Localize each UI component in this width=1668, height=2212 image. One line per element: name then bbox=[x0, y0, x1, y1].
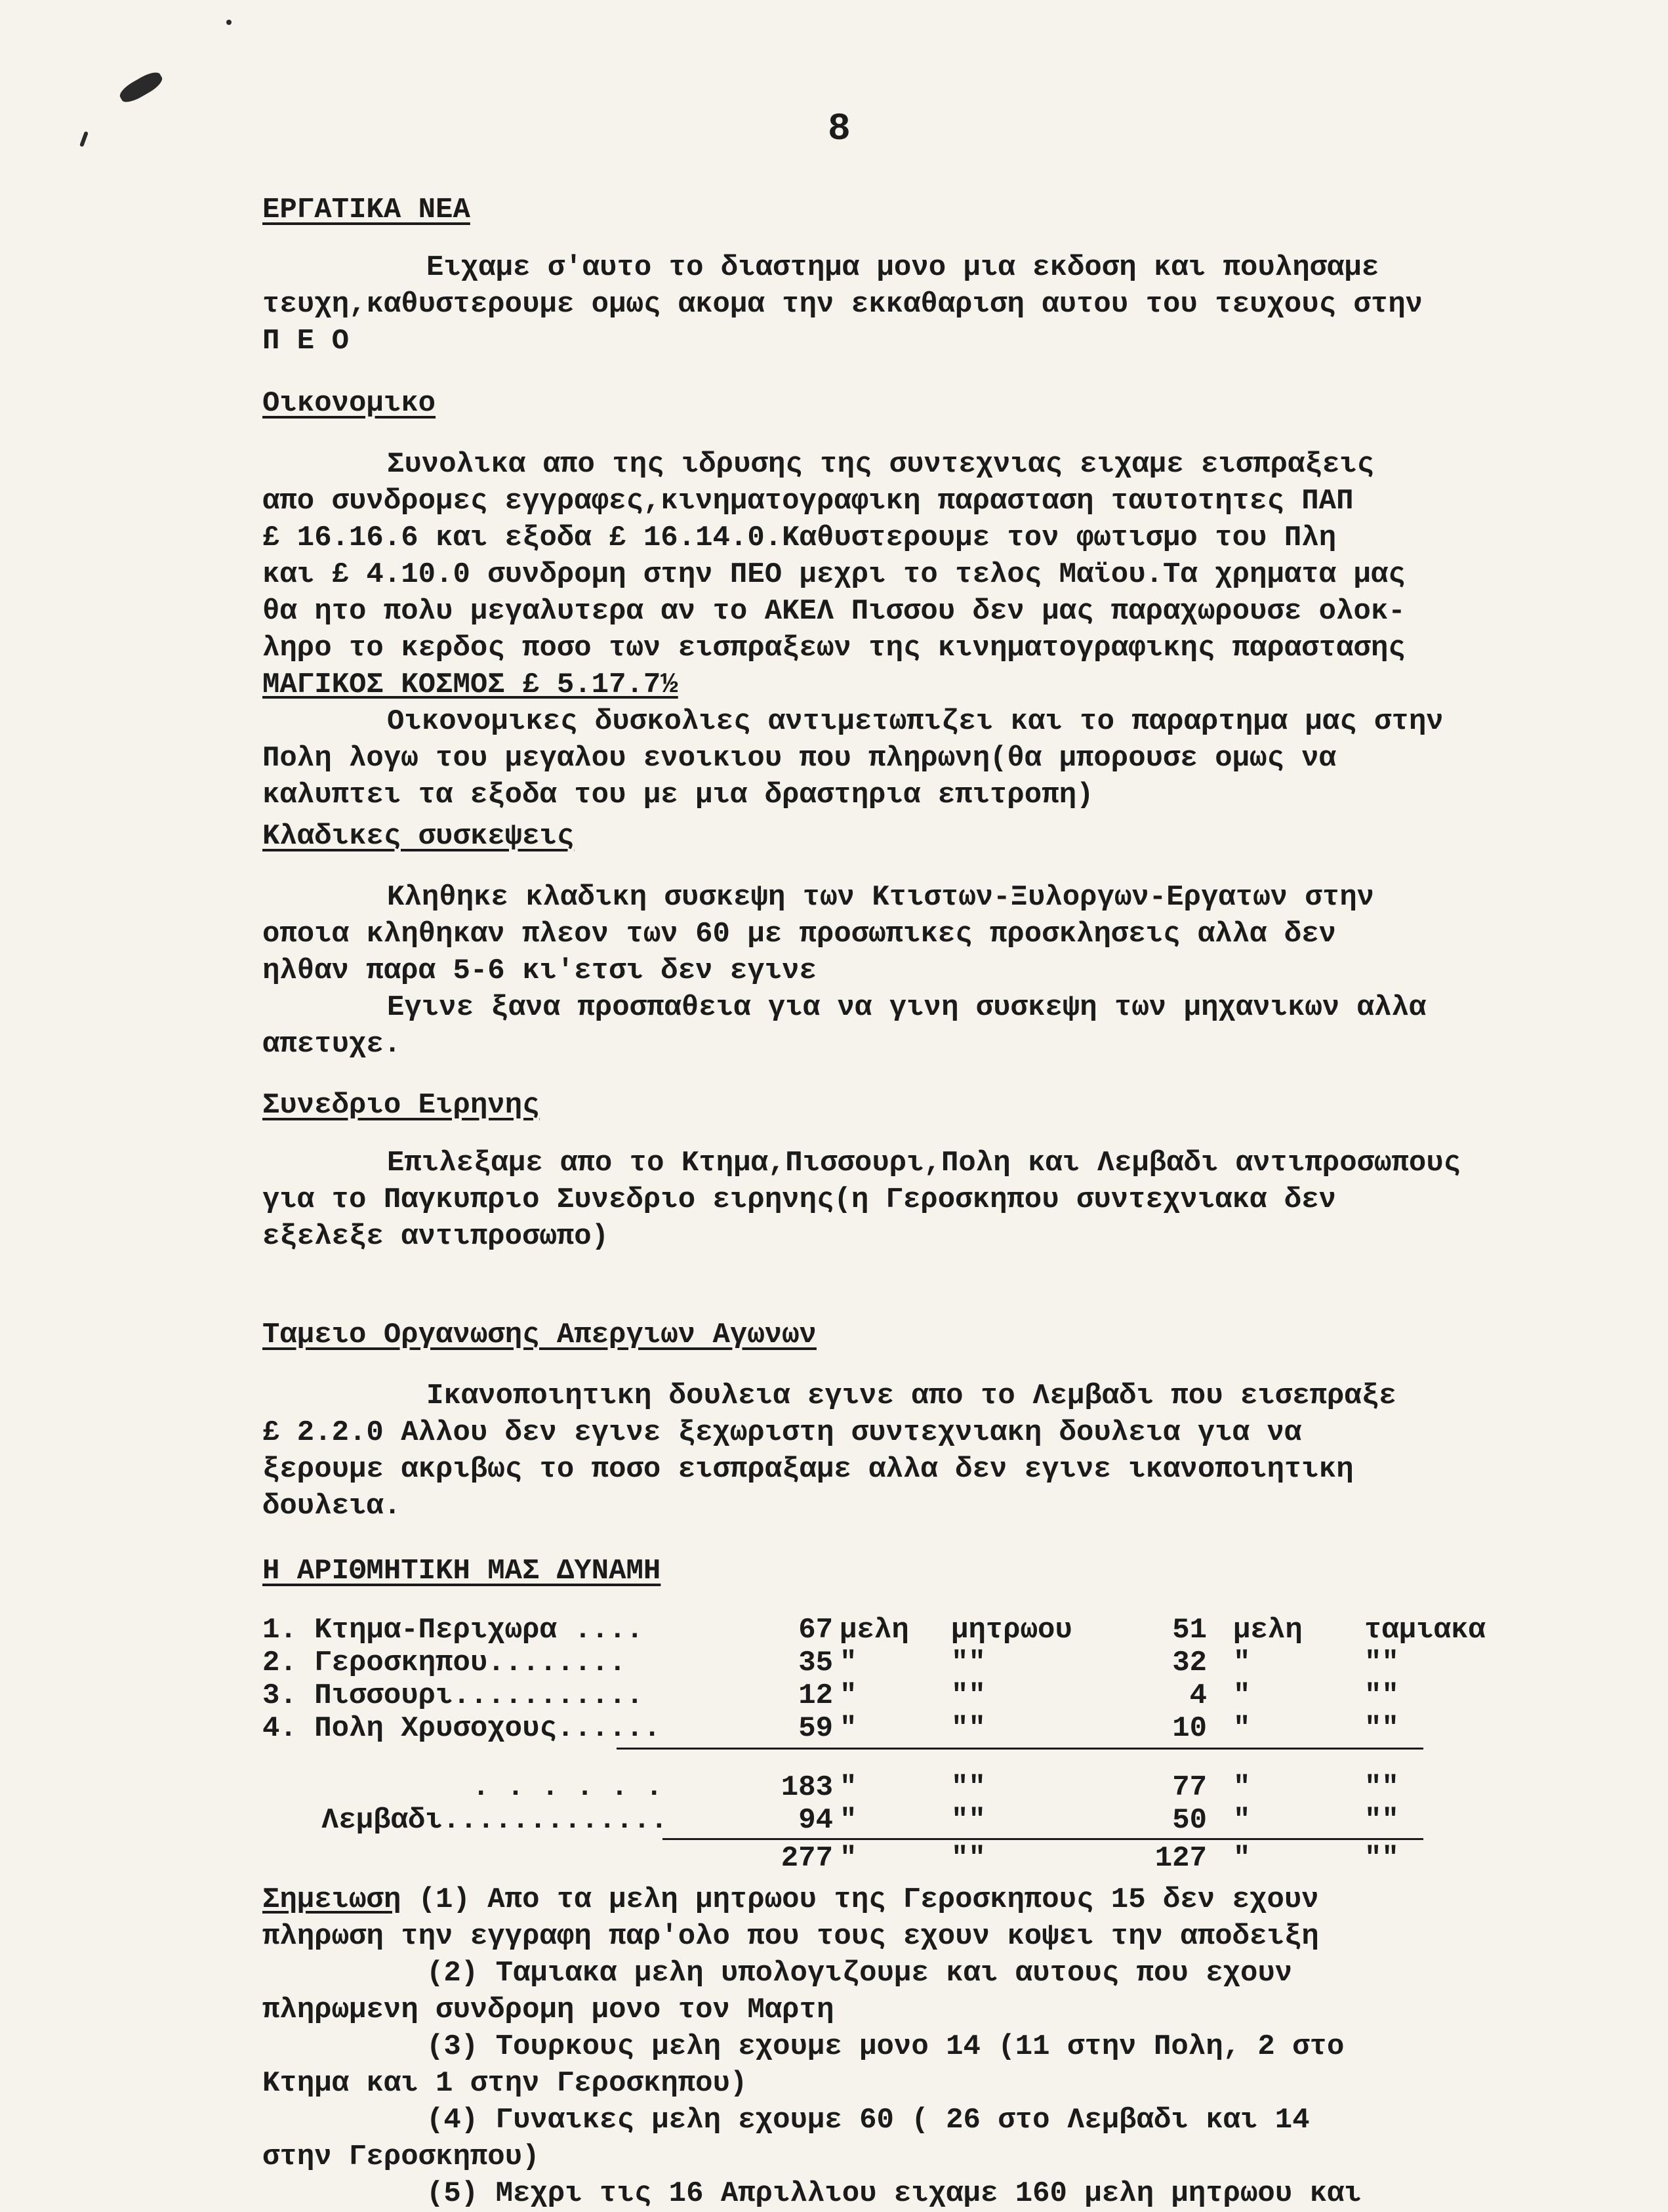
row-word: "" bbox=[1364, 1842, 1399, 1875]
paragraph-tameio bbox=[262, 1378, 1581, 1525]
row-word: " bbox=[840, 1679, 857, 1712]
text-line: £ 2.2.0 Αλλου δεν εγινε ξεχωριστη συντεχνιακη δουλεια για να bbox=[262, 1416, 1302, 1449]
paragraph-ergatika-nea bbox=[262, 249, 1581, 359]
section-heading-kladikes: Κλαδικες συσκεψεις bbox=[262, 820, 575, 853]
row-word: μητρωου bbox=[951, 1614, 1072, 1647]
text-line: Πολη λογω του μεγαλου ενοικιου που πληρωνη(θα μπορουσε ομως να bbox=[262, 742, 1337, 775]
row-mitroou: 35 bbox=[798, 1647, 833, 1679]
row-word: " bbox=[840, 1771, 857, 1804]
section-heading-ergatika-nea: ΕΡΓΑΤΙΚΑ ΝΕΑ bbox=[262, 194, 470, 226]
row-mitroou: 183 bbox=[781, 1771, 833, 1804]
row-word: " bbox=[840, 1842, 857, 1875]
row-word: "" bbox=[951, 1771, 986, 1804]
text-line: απετυχε. bbox=[262, 1028, 401, 1061]
scan-mark bbox=[79, 131, 89, 148]
row-word: " bbox=[1233, 1647, 1251, 1679]
row-word: " bbox=[1233, 1771, 1251, 1804]
table-row-subtotal bbox=[262, 1771, 1443, 1804]
text-line: πληρωση την εγγραφη παρ'ολο που τους εχουν κοψει την αποδειξη bbox=[262, 1920, 1319, 1953]
text-line: για το Παγκυπριο Συνεδριο ειρηνης(η Γεροσκηπου συντεχνιακα δεν bbox=[262, 1183, 1337, 1216]
row-tamiaka: 4 bbox=[1189, 1679, 1207, 1712]
row-mitroou: 67 bbox=[798, 1614, 833, 1647]
row-word: "" bbox=[1364, 1712, 1399, 1745]
paragraph-kladikes bbox=[262, 879, 1581, 1063]
text-line: (3) Τουρκους μελη εχουμε μονο 14 (11 στην Πολη, 2 στο bbox=[426, 2030, 1345, 2063]
text-line: Ειχαμε σ'αυτο το διαστημα μονο μια εκδοση και πουλησαμε bbox=[426, 251, 1379, 284]
text-line: στην Γεροσκηπου) bbox=[262, 2140, 540, 2173]
text-line: απο συνδρομες εγγραφες,κινηματογραφικη παρασταση ταυτοτητες ΠΑΠ bbox=[262, 485, 1354, 518]
text-line bbox=[262, 1881, 1581, 1918]
row-name: 3. Πισσουρι........... bbox=[262, 1679, 643, 1712]
text-line: ληρο το κερδος ποσο των εισπραξεων της κινηματογραφικης παραστασης bbox=[262, 632, 1406, 665]
text-line: Ικανοποιητικη δουλεια εγινε απο το Λεμβαδι που εισεπραξε bbox=[426, 1380, 1396, 1412]
paragraph-synedrio bbox=[262, 1145, 1581, 1255]
row-tamiaka: 10 bbox=[1172, 1712, 1207, 1745]
page-number: 8 bbox=[828, 108, 851, 151]
text-line: Οικονομικες δυσκολιες αντιμετωπιζει και το παραρτημα μας στην bbox=[387, 705, 1444, 738]
text-line: Κληθηκε κλαδικη συσκεψη των Κτιστων-Ξυλοργων-Εργατων στην bbox=[387, 881, 1375, 914]
text-line: (4) Γυναικες μελη εχουμε 60 ( 26 στο Λεμβαδι και 14 bbox=[426, 2104, 1310, 2137]
row-tamiaka: 127 bbox=[1154, 1842, 1207, 1875]
section-heading-synedrio: Συνεδριο Ειρηνης bbox=[262, 1089, 540, 1122]
text-line: Επιλεξαμε απο το Κτημα,Πισσουρι,Πολη και Λεμβαδι αντιπροσωπους bbox=[387, 1147, 1461, 1179]
row-word: "" bbox=[951, 1804, 986, 1837]
row-word: "" bbox=[951, 1647, 986, 1679]
section-heading-tameio: Ταμειο Οργανωσης Απεργιων Αγωνων bbox=[262, 1319, 817, 1351]
table-row-total bbox=[262, 1842, 1443, 1875]
row-tamiaka: 50 bbox=[1172, 1804, 1207, 1837]
text-line: ξερουμε ακριβως το ποσο εισπραξαμε αλλα δεν εγινε ικανοποιητικη bbox=[262, 1453, 1354, 1486]
text-line: οποια κληθηκαν πλεον των 60 με προσωπικες προσκλησεις αλλα δεν bbox=[262, 918, 1337, 951]
row-word: "" bbox=[1364, 1679, 1399, 1712]
row-name: Λεμβαδι............. bbox=[321, 1804, 668, 1837]
row-name: 4. Πολη Χρυσοχους...... bbox=[262, 1712, 661, 1745]
row-word: " bbox=[1233, 1842, 1251, 1875]
row-mitroou: 94 bbox=[798, 1804, 833, 1837]
text-line: (2) Ταμιακα μελη υπολογιζουμε και αυτους που εχουν bbox=[426, 1957, 1293, 1990]
text-line: Π Ε Ο bbox=[262, 325, 350, 358]
text-line: Συνολικα απο της ιδρυσης της συντεχνιας ειχαμε εισπραξεις bbox=[387, 448, 1375, 481]
text-line: πληρωμενη συνδρομη μονο τον Μαρτη bbox=[262, 1994, 834, 2026]
row-word: "" bbox=[1364, 1771, 1399, 1804]
table-row bbox=[262, 1647, 1443, 1679]
text-line: £ 16.16.6 και εξοδα £ 16.14.0.Καθυστερουμε τον φωτισμο του Πλη bbox=[262, 522, 1337, 554]
text-line: ΜΑΓΙΚΟΣ ΚΟΣΜΟΣ £ 5.17.7½ bbox=[262, 668, 678, 701]
section-heading-dynami: Η ΑΡΙΘΜΗΤΙΚΗ ΜΑΣ ΔΥΝΑΜΗ bbox=[262, 1555, 661, 1587]
scan-mark bbox=[117, 68, 165, 106]
paragraph-simeiosi bbox=[262, 1881, 1581, 2212]
text-line: ηλθαν παρα 5-6 κι'ετσι δεν εγινε bbox=[262, 954, 817, 987]
row-word: μελη bbox=[1233, 1614, 1303, 1647]
text-line: (5) Μεχρι τις 16 Απριλλιου ειχαμε 160 μελη μητρωου και bbox=[426, 2177, 1362, 2210]
table-total-line bbox=[662, 1838, 1423, 1840]
paragraph-oikonomiko bbox=[262, 446, 1581, 813]
text-line: Κτημα και 1 στην Γεροσκηπου) bbox=[262, 2067, 748, 2100]
table-row bbox=[262, 1614, 1486, 1647]
text-line: και £ 4.10.0 συνδρομη στην ΠΕΟ μεχρι το τελος Μαϊου.Τα χρηματα μας bbox=[262, 558, 1406, 591]
row-tamiaka: 51 bbox=[1172, 1614, 1207, 1647]
text-line: εξελεξε αντιπροσωπο) bbox=[262, 1220, 609, 1253]
row-word: "" bbox=[1364, 1804, 1399, 1837]
row-name: 1. Κτημα-Περιχωρα .... bbox=[262, 1614, 643, 1647]
row-word: " bbox=[840, 1804, 857, 1837]
row-word: " bbox=[840, 1712, 857, 1745]
row-word: "" bbox=[951, 1712, 986, 1745]
row-mitroou: 12 bbox=[798, 1679, 833, 1712]
text-line: δουλεια. bbox=[262, 1490, 401, 1523]
section-heading-oikonomiko: Οικονομικο bbox=[262, 387, 436, 420]
text-line: τευχη,καθυστερουμε ομως ακομα την εκκαθαριση αυτου του τευχους στην bbox=[262, 288, 1423, 321]
row-word: "" bbox=[951, 1842, 986, 1875]
row-word: "" bbox=[951, 1679, 986, 1712]
row-mitroou: 59 bbox=[798, 1712, 833, 1745]
row-name: . . . . . . bbox=[472, 1771, 663, 1804]
row-word: " bbox=[1233, 1712, 1251, 1745]
text-line: θα ητο πολυ μεγαλυτερα αν το ΑΚΕΛ Πισσου δεν μας παραχωρουσε ολοκ- bbox=[262, 595, 1406, 628]
row-tamiaka: 32 bbox=[1172, 1647, 1207, 1679]
row-word: μελη bbox=[840, 1614, 909, 1647]
text-line: Εγινε ξανα προσπαθεια για να γινη συσκεψη των μηχανικων αλλα bbox=[387, 991, 1427, 1024]
row-tamiaka: 77 bbox=[1172, 1771, 1207, 1804]
table-divider-line bbox=[617, 1748, 1423, 1750]
scan-mark bbox=[226, 20, 232, 25]
row-word: " bbox=[1233, 1804, 1251, 1837]
row-name: 2. Γεροσκηπου........ bbox=[262, 1647, 626, 1679]
note-text: (1) Απο τα μελη μητρωου της Γεροσκηπους 15 δεν εχουν bbox=[401, 1883, 1319, 1916]
row-mitroou: 277 bbox=[781, 1842, 833, 1875]
row-word: "" bbox=[1364, 1647, 1399, 1679]
table-row-lemvadi bbox=[262, 1804, 1443, 1837]
table-row bbox=[262, 1712, 1443, 1745]
table-row bbox=[262, 1679, 1443, 1712]
text-line: καλυπτει τα εξοδα του με μια δραστηρια επιτροπη) bbox=[262, 779, 1094, 811]
row-word: ταμιακα bbox=[1364, 1614, 1486, 1647]
row-word: " bbox=[840, 1647, 857, 1679]
note-label: Σημειωση bbox=[262, 1883, 401, 1916]
row-word: " bbox=[1233, 1679, 1251, 1712]
